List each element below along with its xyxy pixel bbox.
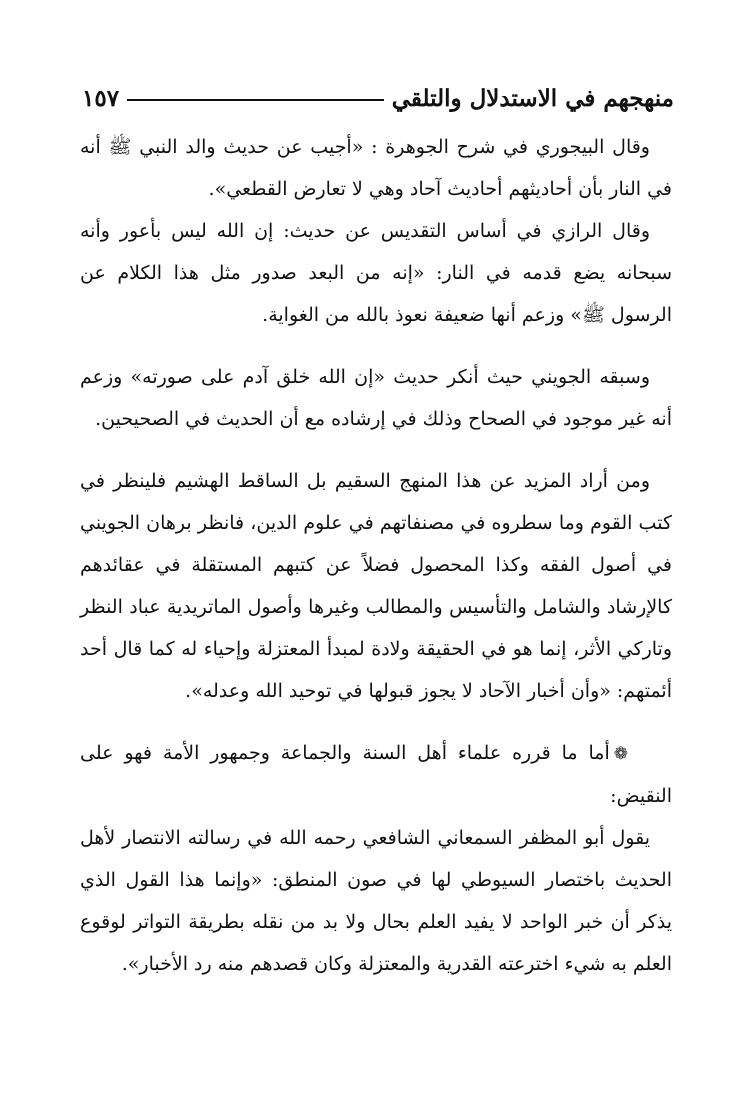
page-footer <box>0 1066 752 1106</box>
paragraph-ahl-sunnah-text: أما ما قرره علماء أهل السنة والجماعة وجمهور الأمة فهو على النقيض: <box>80 742 672 807</box>
page-header <box>82 76 674 120</box>
paragraph-razi: وقال الرازي في أساس التقديس عن حديث: إن الله ليس بأعور وأنه سبحانه يضع قدمه في النار: «إنه من البعد صدور مثل هذا الكلام عن الرسول ﷺ» وزعم أنها ضعيفة نعوذ بالله من الغواية. <box>80 220 672 326</box>
running-title: منهجهم في الاستدلال والتلقي <box>391 84 674 112</box>
page-body <box>80 126 672 985</box>
paragraph-ahl-sunnah <box>80 732 672 817</box>
paragraph-method: ومن أراد المزيد عن هذا المنهج السقيم بل الساقط الهشيم فلينظر في كتب القوم وما سطروه في مصنفاتهم في علوم الدين، فانظر برهان الجويني في أصول الفقه وكذا المحصول فضلاً عن كتبهم المستقلة في عقائدهم كالإرشاد والشامل والتأسيس والمطالب وغيرها وأصول الماتريدية عباد النظر وتاركي الأثر، إنما هو في الحقيقة ولادة لمبدأ المعتزلة وإحياء له كما قال أحد أئمتهم: «وأن أخبار الآحاد لا يجوز قبولها في توحيد الله وعدله». <box>80 470 672 702</box>
page-number: ١٥٧ <box>82 84 120 112</box>
paragraph-bajuri: وقال البيجوري في شرح الجوهرة : «أجيب عن حديث والد النبي ﷺ أنه في النار بأن أحاديثهم أحاديث آحاد وهي لا تعارض القطعي». <box>80 136 672 200</box>
header-rule <box>127 99 384 101</box>
paragraph-samani: يقول أبو المظفر السمعاني الشافعي رحمه الله في رسالته الانتصار لأهل الحديث باختصار السيوطي لها في صون المنطق: «وإنما هذا القول الذي يذكر أن خبر الواحد لا يفيد العلم بحال ولا بد من نقله بطريقة التواتر لوقوع العلم به شيء اخترعته القدرية والمعتزلة وكان قصدهم منه رد الأخبار». <box>80 827 672 975</box>
paragraph-juwayni: وسبقه الجويني حيث أنكر حديث «إن الله خلق آدم على صورته» وزعم أنه غير موجود في الصحاح وذلك في إرشاده مع أن الحديث في الصحيحين. <box>80 366 672 430</box>
flower-ornament-icon: ❁ <box>613 744 628 764</box>
